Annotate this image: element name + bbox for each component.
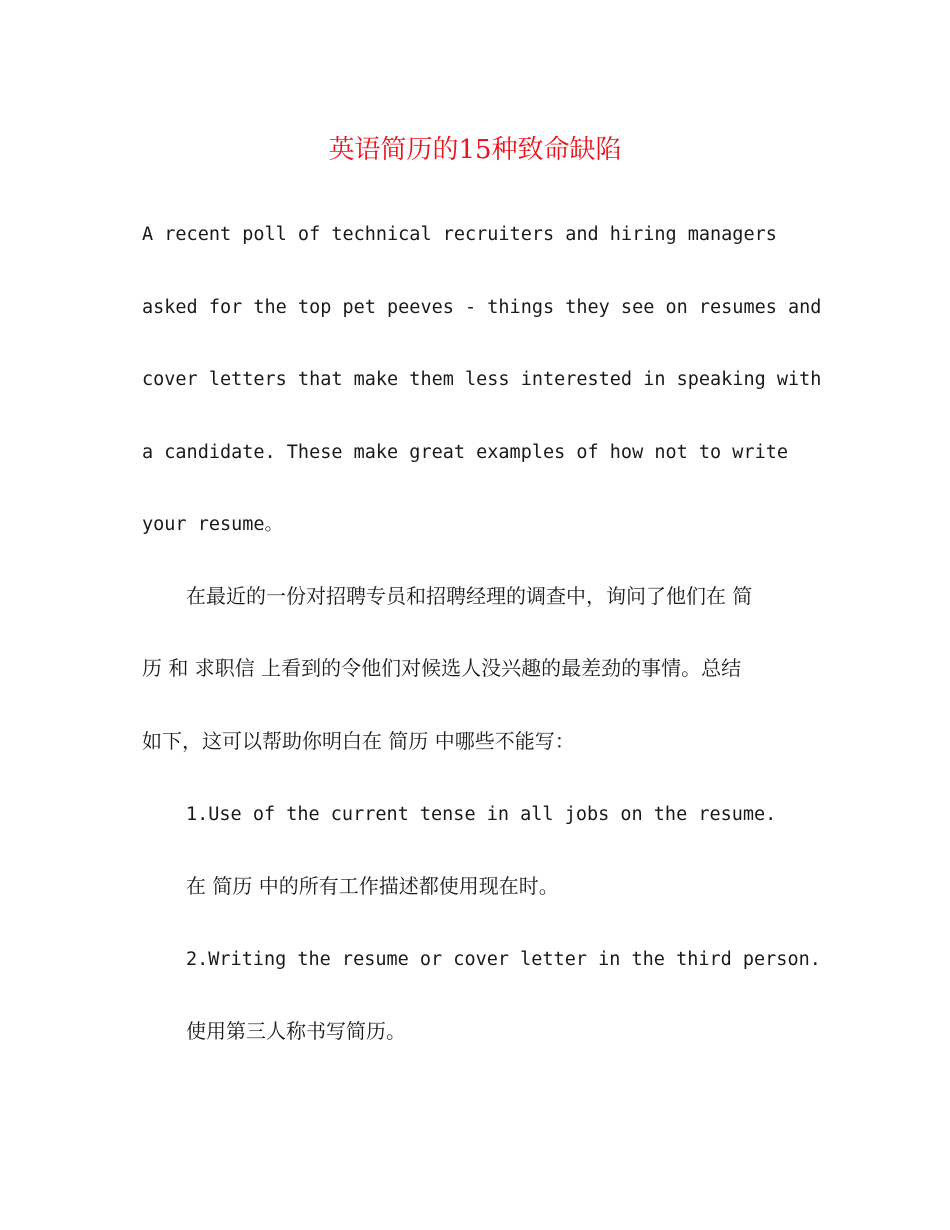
item-1-en: 1.Use of the current tense in all jobs on the resume. bbox=[186, 804, 777, 825]
intro-en-line-1: A recent poll of technical recruiters and hiring managers bbox=[142, 224, 777, 245]
item-2-zh: 使用第三人称书写简历。 bbox=[186, 1019, 406, 1043]
intro-en-line-2: asked for the top pet peeves - things they see on resumes and bbox=[142, 297, 822, 318]
intro-en-line-5: your resume。 bbox=[142, 514, 284, 535]
document-title: 英语简历的15种致命缺陷 bbox=[328, 135, 622, 165]
intro-en-line-4: a candidate. These make great examples of how not to write bbox=[142, 442, 789, 463]
intro-zh-line-3: 如下，这可以帮助你明白在 简历 中哪些不能写： bbox=[142, 729, 575, 753]
intro-zh-line-1: 在最近的一份对招聘专员和招聘经理的调查中，询问了他们在 简 bbox=[186, 584, 753, 608]
item-1-zh: 在 简历 中的所有工作描述都使用现在时。 bbox=[186, 874, 559, 898]
item-2-en: 2.Writing the resume or cover letter in the third person. bbox=[186, 949, 821, 970]
intro-en-line-3: cover letters that make them less interested in speaking with bbox=[142, 369, 822, 390]
intro-zh-line-2: 历 和 求职信 上看到的令他们对候选人没兴趣的最差劲的事情。总结 bbox=[142, 656, 742, 680]
